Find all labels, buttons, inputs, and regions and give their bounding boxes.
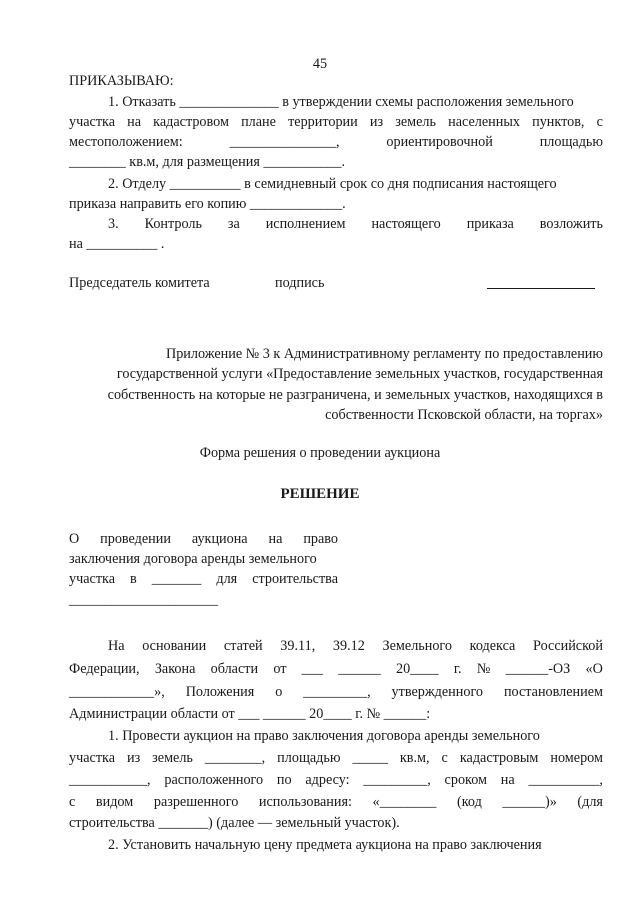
word: (для	[577, 794, 603, 810]
body-p1-line2	[69, 660, 603, 678]
body-p1-line4: Администрации области от ___ ______ 20____ г. № ______:	[69, 706, 431, 722]
word: земель	[395, 114, 436, 130]
word: аукциона	[191, 531, 248, 547]
word: Федерации,	[69, 661, 140, 677]
word: Положения	[185, 684, 255, 700]
word: ______-ОЗ	[505, 661, 571, 677]
word: плане	[241, 114, 276, 130]
word: для	[216, 571, 238, 587]
word: разрешенного	[153, 794, 239, 810]
page-number: 45	[312, 56, 328, 72]
word: ______)»	[502, 794, 557, 810]
word: с	[441, 750, 448, 766]
word: утвержденного	[391, 684, 484, 700]
word: на	[127, 114, 142, 130]
word: 2. Отделу __________ в семидневный срок со дня подписания настоящего	[108, 176, 557, 192]
word: кодекса	[469, 638, 516, 654]
word: «О	[585, 661, 603, 677]
word: из	[369, 114, 384, 130]
decision-title: РЕШЕНИЕ	[280, 486, 360, 502]
word: На	[108, 638, 125, 654]
word: адресу:	[305, 772, 350, 788]
word: ориентировочной	[386, 134, 493, 150]
word: по	[276, 772, 292, 788]
word: от	[273, 661, 287, 677]
word: 39.12	[332, 638, 365, 654]
word: Закона	[154, 661, 196, 677]
word: кв.м,	[399, 750, 430, 766]
word: площадью	[539, 134, 603, 150]
appendix-line1: Приложение № 3 к Административному регламенту по предоставлению	[165, 346, 603, 362]
body-p2-line5: строительства _______) (далее — земельный участок).	[69, 815, 400, 831]
word: расположенного	[164, 772, 264, 788]
signature-line	[487, 288, 595, 289]
word: сроком	[444, 772, 488, 788]
word: О	[69, 531, 80, 547]
word: 2. Установить начальную цену предмета аукциона на право заключения	[108, 837, 542, 853]
word: земель	[152, 750, 193, 766]
body-p3-line1	[108, 836, 603, 854]
appendix-line4: собственности Псковской области, на торгах»	[325, 407, 603, 423]
word: на	[268, 531, 283, 547]
word: право	[303, 531, 338, 547]
word: основании	[142, 638, 207, 654]
word: области	[210, 661, 259, 677]
word: статей	[223, 638, 263, 654]
word: настоящего	[371, 216, 441, 232]
word: участка	[69, 114, 115, 130]
word: в	[130, 571, 137, 587]
subject-line4: _____________________	[69, 592, 218, 608]
word: ____________»,	[69, 684, 165, 700]
word: Земельного	[382, 638, 452, 654]
appendix-line3: собственность на которые не разграничена, и земельных участков, находящихся в	[107, 387, 603, 403]
order-p1-line4: ________ кв.м, для размещения ___________.	[69, 154, 346, 170]
word: ________,	[204, 750, 266, 766]
word: кадастровом	[153, 114, 229, 130]
body-p2-line1	[108, 727, 603, 745]
word: из	[126, 750, 141, 766]
word: возложить	[539, 216, 603, 232]
word: (код	[456, 794, 482, 810]
order-p1-line3	[69, 133, 603, 151]
order-p3-line2: на __________ .	[69, 236, 165, 252]
subject-line2: заключения договора аренды земельного	[69, 551, 317, 567]
order-p2-line1	[108, 175, 603, 193]
word: 39.11,	[280, 638, 316, 654]
word: _______________,	[229, 134, 340, 150]
word: постановлением	[503, 684, 603, 700]
subject-line1	[69, 530, 338, 548]
word: 1. Отказать ______________ в утверждении схемы расположения земельного	[108, 94, 574, 110]
word: приказа	[466, 216, 514, 232]
word: г.	[453, 661, 462, 677]
signature-title: Председатель комитета	[69, 275, 210, 291]
word: кадастровым	[459, 750, 539, 766]
word: на	[500, 772, 515, 788]
word: __________,	[528, 772, 603, 788]
body-p2-line4	[69, 793, 603, 811]
order-heading: ПРИКАЗЫВАЮ:	[69, 73, 174, 89]
word: _____	[352, 750, 388, 766]
word: площадью	[277, 750, 341, 766]
word: ___________,	[69, 772, 151, 788]
word: номером	[550, 750, 603, 766]
word: Российской	[533, 638, 603, 654]
word: №	[476, 661, 491, 677]
body-p1-line1	[108, 637, 603, 655]
word: участка	[69, 571, 115, 587]
word: видом	[95, 794, 134, 810]
word: пунктов,	[532, 114, 585, 130]
signature-label: подпись	[275, 275, 325, 291]
word: с	[69, 794, 76, 810]
word: участка	[69, 750, 115, 766]
word: проведении	[100, 531, 171, 547]
form-title: Форма решения о проведении аукциона	[199, 445, 441, 461]
appendix-line2: государственной услуги «Предоставление земельных участков, государственная	[116, 366, 603, 382]
word: _________,	[303, 684, 371, 700]
word: 3.	[108, 216, 119, 232]
word: о	[275, 684, 283, 700]
word: за	[227, 216, 240, 232]
word: 20____	[396, 661, 439, 677]
subject-line3	[69, 570, 338, 588]
word: ______	[338, 661, 381, 677]
word: _________,	[363, 772, 431, 788]
word: с	[596, 114, 603, 130]
word: 1. Провести аукцион на право заключения договора аренды земельного	[108, 728, 540, 744]
word: использования:	[258, 794, 352, 810]
word: строительства	[252, 571, 338, 587]
order-p3-line1	[108, 215, 603, 233]
body-p2-line3	[69, 771, 603, 789]
word: населенных	[448, 114, 520, 130]
order-p1-line1	[108, 93, 603, 111]
body-p2-line2	[69, 749, 603, 767]
word: Контроль	[144, 216, 202, 232]
word: территории	[288, 114, 358, 130]
order-p2-line2: приказа направить его копию _____________.	[69, 196, 346, 212]
word: «________	[372, 794, 437, 810]
word: _______	[151, 571, 202, 587]
word: исполнением	[265, 216, 346, 232]
order-p1-line2	[69, 113, 603, 131]
word: местоположением:	[69, 134, 183, 150]
body-p1-line3	[69, 683, 603, 701]
word: ___	[301, 661, 323, 677]
